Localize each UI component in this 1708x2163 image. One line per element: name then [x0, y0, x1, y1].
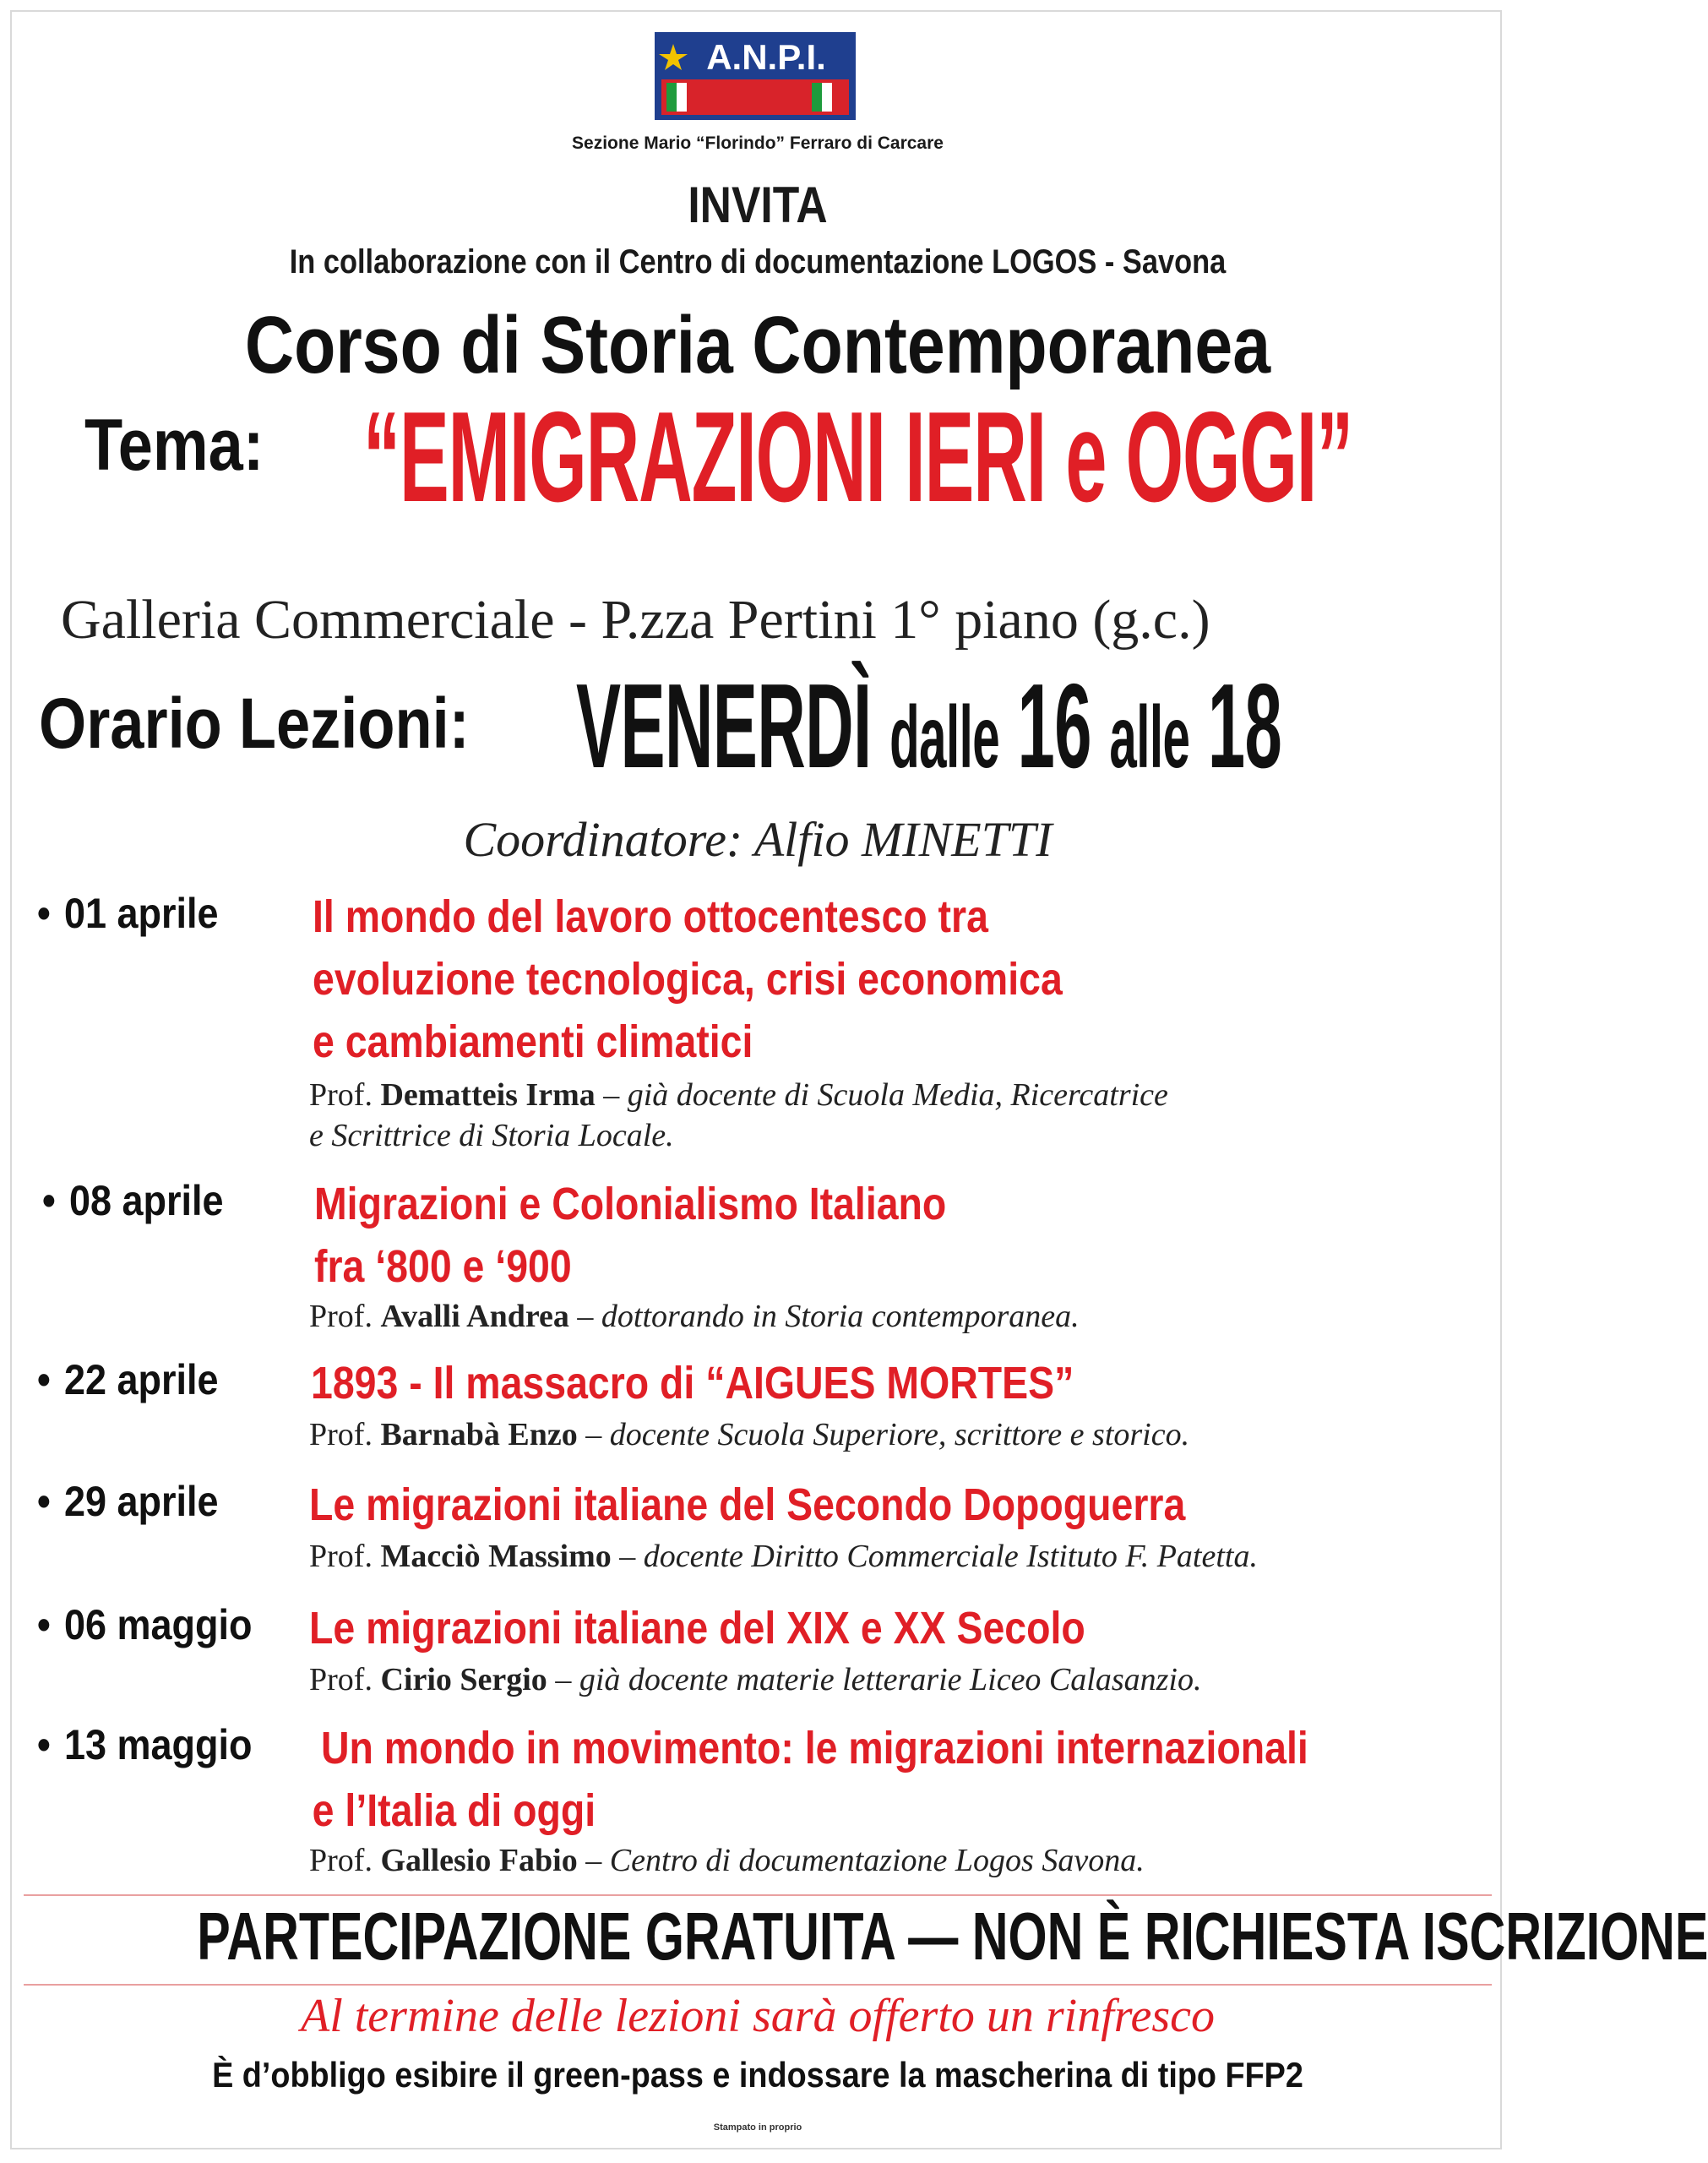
- lesson-title: Un mondo in movimento: le migrazioni internazionali e l’Italia di oggi: [312, 1723, 1308, 1836]
- tema-title: “EMIGRAZIONI IERI e OGGI”: [363, 385, 1353, 529]
- tema-label: Tema:: [84, 405, 264, 486]
- lesson-date: • 06 maggio: [37, 1601, 253, 1648]
- orario-value: [576, 657, 1281, 796]
- lesson-professor: Prof. Gallesio Fabio – Centro di documentazione Logos Savona.: [309, 1843, 1145, 1878]
- anpi-logo: [655, 32, 856, 120]
- lesson-date: • 08 aprile: [42, 1177, 224, 1224]
- lesson-title: 1893 - Il massacro di “AIGUES MORTES”: [311, 1358, 1074, 1408]
- greenpass-text: È d’obbligo esibire il green-pass e indossare la mascherina di tipo FFP2: [212, 2055, 1303, 2095]
- lesson-title: Le migrazioni italiane del XIX e XX Secolo: [309, 1603, 1085, 1654]
- lesson-date: • 01 aprile: [37, 890, 219, 937]
- lesson-professor: Prof. Dematteis Irma – già docente di Scuola Media, Ricercatrice e Scrittrice di Storia Locale.: [309, 1077, 1168, 1153]
- orario-label: Orario Lezioni:: [39, 684, 470, 763]
- tema-row: [84, 385, 1353, 529]
- orario-alle: alle: [1109, 689, 1190, 787]
- orario-row: [39, 659, 1282, 793]
- lesson-professor: Prof. Cirio Sergio – già docente materie letterarie Liceo Calasanzio.: [309, 1662, 1202, 1697]
- stampato-text: Stampato in proprio: [713, 2122, 802, 2133]
- rinfresco-text: Al termine delle lezioni sarà offerto un rinfresco: [300, 1990, 1216, 2042]
- lesson-professor: Prof. Barnabà Enzo – docente Scuola Superiore, scrittore e storico.: [309, 1417, 1190, 1452]
- course-title: Corso di Storia Contemporanea: [244, 300, 1271, 390]
- lesson-professor: Prof. Avalli Andrea – dottorando in Storia contemporanea.: [309, 1299, 1080, 1334]
- coordinatore: [0, 811, 1515, 868]
- lesson-date: • 13 maggio: [37, 1721, 253, 1768]
- orario-end: 18: [1207, 659, 1282, 793]
- divider-bottom: [24, 1984, 1492, 1986]
- coordinatore-name: Alfio MINETTI: [753, 812, 1053, 867]
- logo-text: A.N.P.I.: [706, 37, 826, 77]
- coordinatore-label: Coordinatore:: [463, 812, 743, 867]
- collaborazione-text: In collaborazione con il Centro di documentazione LOGOS - Savona: [289, 243, 1227, 281]
- lesson-title: Le migrazioni italiane del Secondo Dopoguerra: [309, 1479, 1186, 1530]
- lesson-date: • 22 aprile: [37, 1356, 219, 1403]
- lesson-professor: Prof. Macciò Massimo – docente Diritto Commerciale Istituto F. Patetta.: [309, 1539, 1258, 1574]
- orario-day: VENERDÌ: [576, 659, 872, 793]
- lesson-title: Il mondo del lavoro ottocentesco tra evoluzione tecnologica, crisi economica e cambiamenti climatici: [313, 891, 1063, 1067]
- location-text: Galleria Commerciale - P.zza Pertini 1° piano (g.c.): [61, 589, 1210, 651]
- lesson-title: Migrazioni e Colonialismo Italiano fra ‘800 e ‘900: [314, 1179, 947, 1292]
- divider-top: [24, 1894, 1492, 1896]
- sezione-text: Sezione Mario “Florindo” Ferraro di Carcare: [572, 133, 944, 153]
- lesson-date: • 29 aprile: [37, 1478, 219, 1525]
- invita-heading: INVITA: [688, 177, 828, 233]
- partecipazione-banner: PARTECIPAZIONE GRATUITA — NON È RICHIESTA ISCRIZIONE: [197, 1899, 1708, 1974]
- orario-start: 16: [1017, 659, 1091, 793]
- orario-dalle: dalle: [889, 689, 1000, 787]
